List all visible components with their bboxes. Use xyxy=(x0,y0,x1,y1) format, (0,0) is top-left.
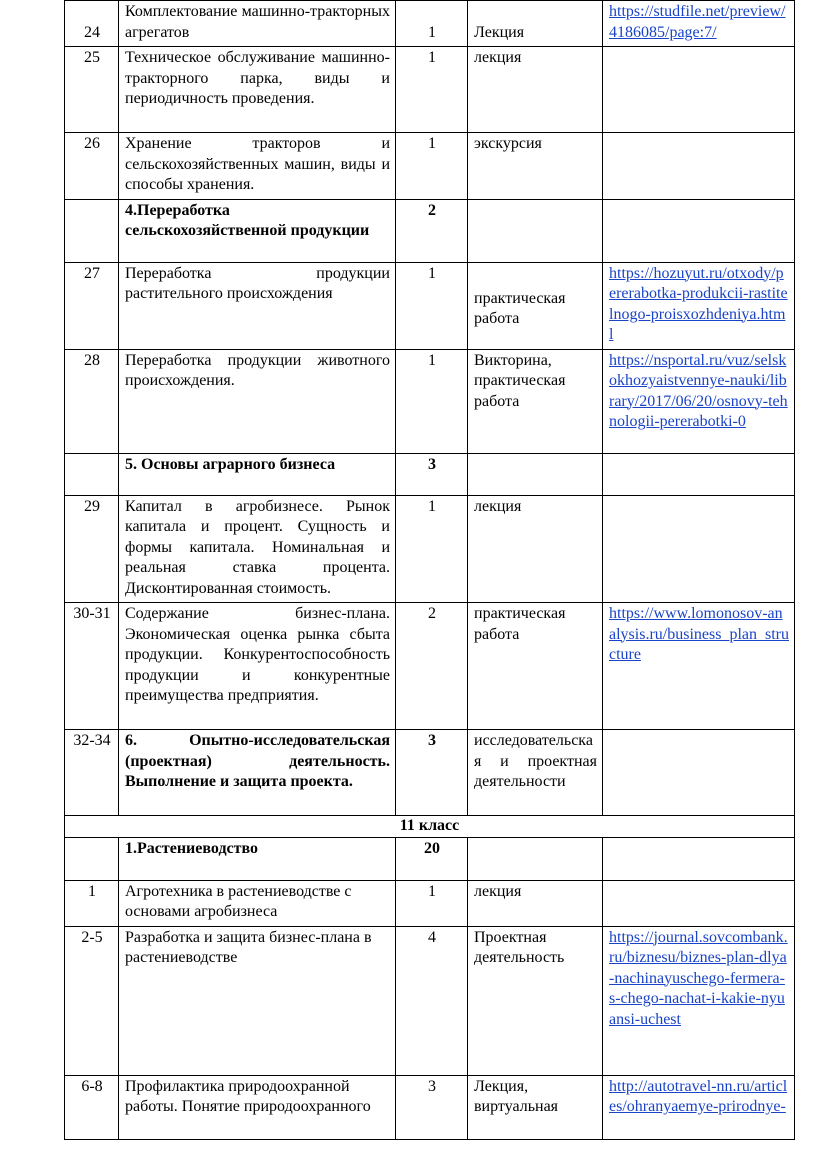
section-hours: 3 xyxy=(396,453,468,495)
section-hours: 3 xyxy=(396,730,468,816)
section-title: 6. Опытно-исследовательская (проектная) деятельность. Выполнение и защита проекта. xyxy=(119,730,396,816)
section-row xyxy=(65,730,795,816)
table-row xyxy=(65,262,795,349)
lesson-hours: 1 xyxy=(396,349,468,453)
lesson-number: 25 xyxy=(65,47,119,133)
resource-cell xyxy=(603,349,795,453)
lesson-hours: 1 xyxy=(396,1,468,47)
section-title: 1.Растениеводство xyxy=(119,837,396,880)
lesson-form: практическая работа xyxy=(468,603,603,730)
class-heading: 11 класс xyxy=(65,816,795,838)
table-row xyxy=(65,926,795,1075)
table-row xyxy=(65,495,795,603)
resource-link[interactable]: https://www.lomonosov-analysis.ru/business_plan_structure xyxy=(609,605,789,663)
resource-cell xyxy=(603,133,795,200)
lesson-topic: Агротехника в растениеводстве с основами агробизнеса xyxy=(119,880,396,926)
section-hours: 20 xyxy=(396,837,468,880)
lesson-topic: Хранение тракторов и сельскохозяйственных машин, виды и способы хранения. xyxy=(119,133,396,200)
section-title: 4.Переработка сельскохозяйственной продукции xyxy=(119,199,396,262)
lesson-form: лекция xyxy=(468,495,603,603)
lesson-topic: Переработка продукции растительного происхождения xyxy=(119,262,396,349)
lesson-number xyxy=(65,199,119,262)
lesson-hours: 1 xyxy=(396,880,468,926)
resource-link[interactable]: https://journal.sovcombank.ru/biznesu/biznes-plan-dlya-nachinayuschego-fermera-s-chego-nachat-i-kakie-nyuansi-uchest xyxy=(609,928,788,1028)
lesson-number xyxy=(65,837,119,880)
table-row xyxy=(65,1,795,47)
table-row xyxy=(65,880,795,926)
lesson-number: 28 xyxy=(65,349,119,453)
lesson-number: 32-34 xyxy=(65,730,119,816)
lesson-hours: 4 xyxy=(396,926,468,1075)
lesson-hours: 3 xyxy=(396,1075,468,1139)
lesson-topic: Техническое обслуживание машинно-тракторного парка, виды и периодичность проведения. xyxy=(119,47,396,133)
lesson-form: экскурсия xyxy=(468,133,603,200)
lesson-form xyxy=(468,453,603,495)
lesson-number: 24 xyxy=(65,1,119,47)
table-row xyxy=(65,47,795,133)
lesson-number xyxy=(65,453,119,495)
curriculum-table xyxy=(64,0,795,1140)
lesson-topic: Разработка и защита бизнес-плана в растениеводстве xyxy=(119,926,396,1075)
lesson-form: Лекция, виртуальная xyxy=(468,1075,603,1139)
lesson-hours: 1 xyxy=(396,133,468,200)
section-row xyxy=(65,837,795,880)
table-row xyxy=(65,603,795,730)
lesson-form: практическая работа xyxy=(468,262,603,349)
table-row xyxy=(65,133,795,200)
lesson-number: 6-8 xyxy=(65,1075,119,1139)
resource-link[interactable]: https://nsportal.ru/vuz/selskokhozyaistvennye-nauki/library/2017/06/20/osnovy-tehnologii-pererabotki-0 xyxy=(609,351,788,430)
section-row xyxy=(65,453,795,495)
table-row xyxy=(65,349,795,453)
lesson-number: 1 xyxy=(65,880,119,926)
resource-cell xyxy=(603,1075,795,1139)
section-row xyxy=(65,199,795,262)
lesson-form: исследовательская и проектная деятельности xyxy=(468,730,603,816)
lesson-number: 29 xyxy=(65,495,119,603)
section-title: 5. Основы аграрного бизнеса xyxy=(119,453,396,495)
lesson-hours: 2 xyxy=(396,603,468,730)
resource-cell xyxy=(603,495,795,603)
resource-cell xyxy=(603,47,795,133)
resource-link[interactable]: https://studfile.net/preview/4186085/page:7/ xyxy=(609,3,786,41)
resource-link[interactable]: https://hozuyut.ru/otxody/pererabotka-produkcii-rastitelnogo-proisxozhdeniya.html xyxy=(609,264,788,343)
lesson-number: 2-5 xyxy=(65,926,119,1075)
lesson-hours: 1 xyxy=(396,262,468,349)
lesson-number: 26 xyxy=(65,133,119,200)
lesson-form xyxy=(468,199,603,262)
lesson-topic: Содержание бизнес-плана. Экономическая оценка рынка сбыта продукции. Конкурентоспособность продукции и конкурентные преимущества предприятия. xyxy=(119,603,396,730)
resource-cell xyxy=(603,837,795,880)
resource-cell xyxy=(603,880,795,926)
lesson-form: лекция xyxy=(468,880,603,926)
lesson-number: 27 xyxy=(65,262,119,349)
lesson-topic: Переработка продукции животного происхождения. xyxy=(119,349,396,453)
resource-link[interactable]: http://autotravel-nn.ru/articles/ohranyaemye-prirodnye- xyxy=(609,1077,788,1115)
lesson-form: Лекция xyxy=(468,1,603,47)
resource-cell xyxy=(603,199,795,262)
lesson-hours: 1 xyxy=(396,47,468,133)
lesson-topic: Комплектование машинно-тракторных агрегатов xyxy=(119,1,396,47)
resource-cell xyxy=(603,262,795,349)
resource-cell xyxy=(603,453,795,495)
section-hours: 2 xyxy=(396,199,468,262)
table-row xyxy=(65,1075,795,1139)
lesson-form: лекция xyxy=(468,47,603,133)
lesson-topic: Профилактика природоохранной работы. Понятие природоохранного xyxy=(119,1075,396,1139)
lesson-form: Проектная деятельность xyxy=(468,926,603,1075)
lesson-topic: Капитал в агробизнесе. Рынок капитала и процент. Сущность и формы капитала. Номинальная и реальная ставка процента. Дисконтированная стоимость. xyxy=(119,495,396,603)
resource-cell xyxy=(603,603,795,730)
resource-cell xyxy=(603,926,795,1075)
lesson-number: 30-31 xyxy=(65,603,119,730)
lesson-form xyxy=(468,837,603,880)
class-heading-row xyxy=(65,816,795,838)
lesson-hours: 1 xyxy=(396,495,468,603)
resource-cell xyxy=(603,1,795,47)
resource-cell xyxy=(603,730,795,816)
lesson-form: Викторина, практическая работа xyxy=(468,349,603,453)
